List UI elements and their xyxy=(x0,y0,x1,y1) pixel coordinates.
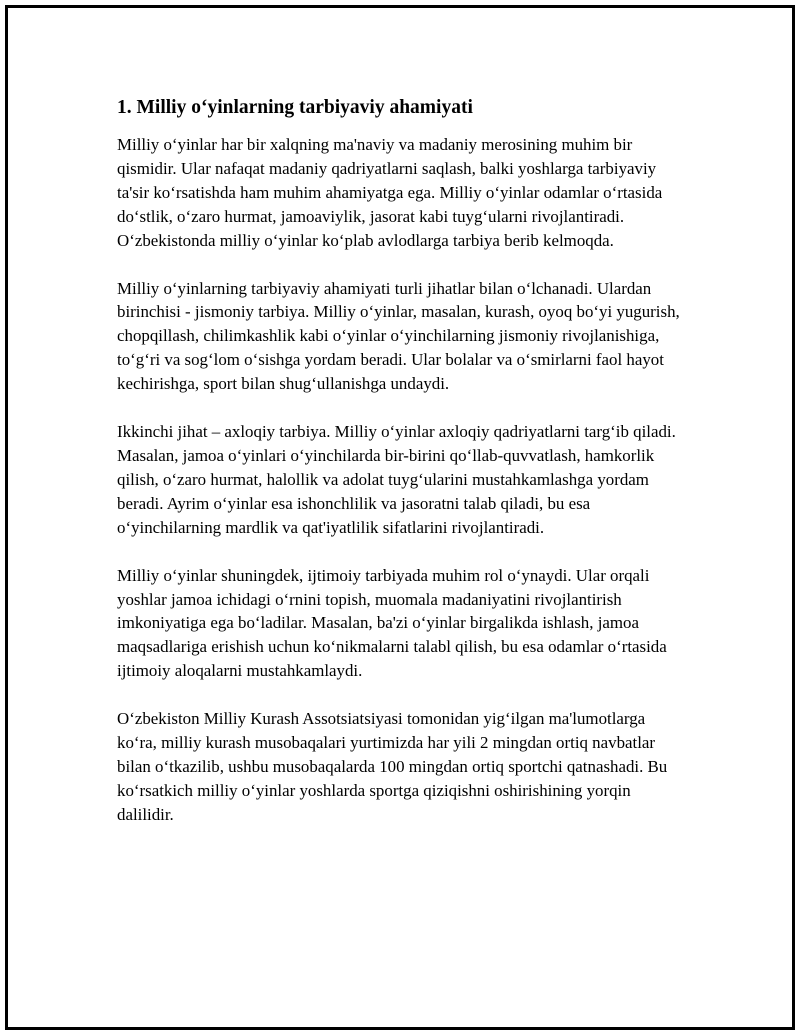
paragraph: O‘zbekiston Milliy Kurash Assotsiatsiyasi tomonidan yig‘ilgan ma'lumotlarga ko‘ra, milliy kurash musobaqalari yurtimizda har yili 2 mingdan ortiq navbatlar bilan o‘tkazilib, ushbu musobaqalarda 100 mingdan ortiq sportchi qatnashadi. Bu ko‘rsatkich milliy o‘yinlar yoshlarda sportga qiziqishni oshirishining yorqin dalilidir. xyxy=(117,709,668,824)
paragraph: Ikkinchi jihat – axloqiy tarbiya. Milliy o‘yinlar axloqiy qadriyatlarni targ‘ib qiladi. Masalan, jamoa o‘yinlari o‘yinchilarda bir-birini qo‘llab-quvvatlash, hamkorlik qilish, o‘zaro hurmat, halollik va adolat tuyg‘ularini mustahkamlashga yordam beradi. Ayrim o‘yinlar esa ishonchlilik va jasoratni talab qiladi, bu esa o‘yinchilarning mardlik va qat'iyatlilik sifatlarini rivojlantiradi. xyxy=(117,422,676,537)
paragraph: Milliy o‘yinlarning tarbiyaviy ahamiyati turli jihatlar bilan o‘lchanadi. Ulardan birinchisi - jismoniy tarbiya. Milliy o‘yinlar, masalan, kurash, oyoq bo‘yi yugurish, chopqillash, chilimkashlik kabi o‘yinlar o‘yinchilarning jismoniy rivojlanishiga, to‘g‘ri va sog‘lom o‘sishga yordam beradi. Ular bolalar va o‘smirlarni faol hayot kechirishga, sport bilan shug‘ullanishga undaydi. xyxy=(117,278,680,394)
paragraph: Milliy o‘yinlar shuningdek, ijtimoiy tarbiyada muhim rol o‘ynaydi. Ular orqali yoshlar jamoa ichidagi o‘rnini topish, muomala madaniyatini rivojlantirish imkoniyatiga ega bo‘ladilar. Masalan, ba'zi o‘yinlar birgalikda ishlash, jamoa maqsadlariga erishish uchun ko‘nikmalarni talabl qilish, bu esa odamlar o‘rtasida ijtimoiy aloqalarni mustahkamlaydi. xyxy=(117,565,667,681)
paragraph: Milliy o‘yinlar har bir xalqning ma'naviy va madaniy merosining muhim bir qismidir. Ular nafaqat madaniy qadriyatlarni saqlash, balki yoshlarga tarbiyaviy ta'sir ko‘rsatishda ham muhim ahamiyatga ega. Milliy o‘yinlar odamlar o‘rtasida do‘stlik, o‘zaro hurmat, jamoaviylik, jasorat kabi tuyg‘ularni rivojlantiradi. O‘zbekistonda milliy o‘yinlar ko‘plab avlodlarga tarbiya berib kelmoqda. xyxy=(117,135,663,250)
section-heading: 1. Milliy o‘yinlarning tarbiyaviy ahamiyati xyxy=(117,97,473,118)
document-body xyxy=(117,95,683,827)
